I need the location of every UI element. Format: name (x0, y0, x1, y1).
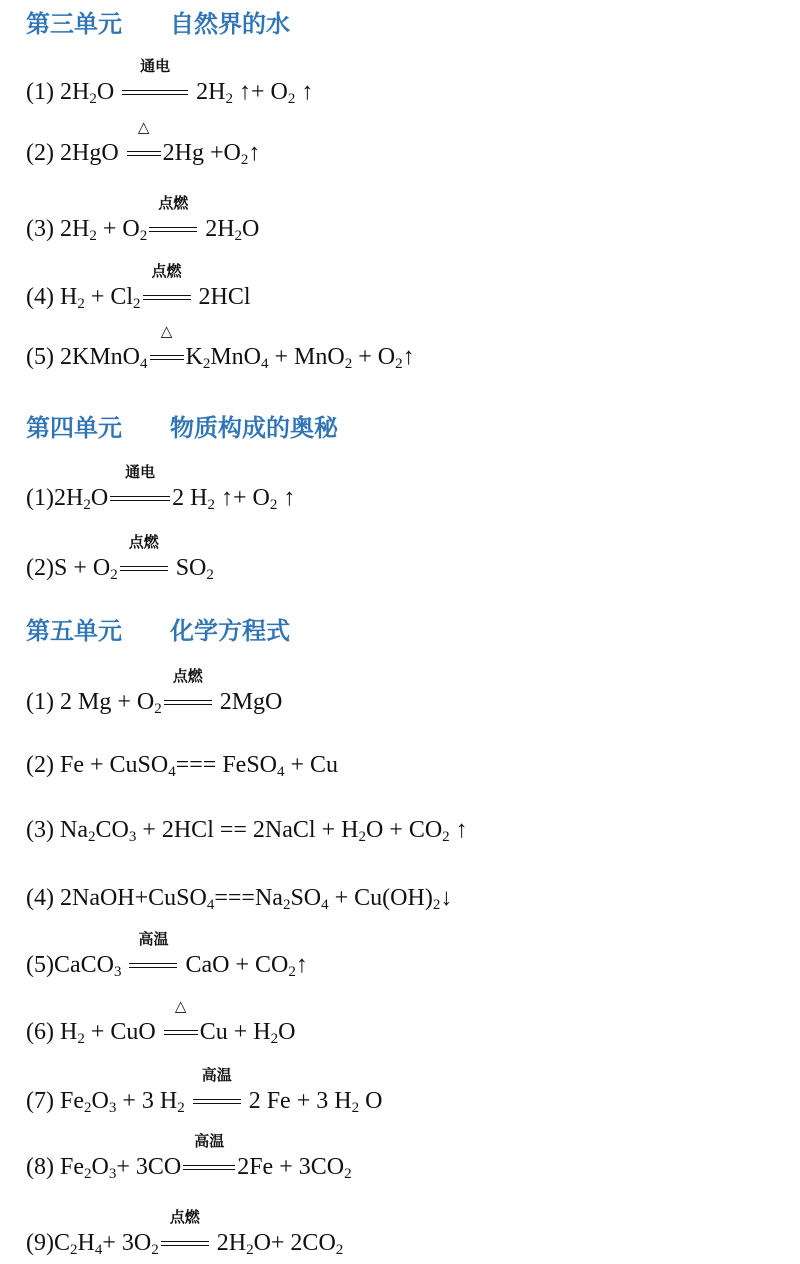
equation-3-1: (1) $2H_2O$ 通电 $2H_2$ ↑+ $O_2$ ↑ (26, 57, 314, 107)
reaction-condition (164, 997, 198, 1046)
equation-5-8: (8) $Fe_2O_3+ 3CO$ 高温 $2Fe + 3CO_2$ (26, 1132, 352, 1182)
subscript: 2 (77, 1031, 85, 1047)
subscript: 2 (288, 964, 296, 980)
condition-label: 通电 (125, 463, 156, 481)
subscript: 2 (83, 497, 91, 513)
equation-4-2: $(2)S + O_2$ 点燃 $SO_2$ (26, 533, 214, 583)
subscript: 2 (358, 829, 366, 845)
condition-label: 点燃 (128, 533, 159, 551)
subscript: 2 (240, 152, 249, 168)
equation-5-1: (1) 2 $Mg + O_2$ 点燃 2MgO (26, 667, 283, 717)
subscript: 4 (94, 1242, 103, 1258)
subscript: 2 (70, 1242, 78, 1258)
subscript: 2 (269, 497, 278, 513)
equation-5-6: (6) $H_2$ + CuO △ $Cu + H_2O$ (26, 997, 296, 1047)
subscript: 4 (261, 356, 269, 372)
subscript: 2 (287, 91, 296, 107)
condition-label: 点燃 (169, 1208, 200, 1226)
subscript: 3 (113, 964, 122, 980)
subscript: 2 (234, 228, 243, 244)
subscript: 2 (202, 356, 211, 372)
subscript: 2 (177, 1100, 185, 1116)
reaction-condition (110, 463, 170, 512)
subscript: 2 (282, 897, 291, 913)
subscript: 2 (225, 91, 234, 107)
equation-5-9: $(9)C_2H_4+ 3O_2$ 点燃 $2H_2O+ 2CO_2$ (26, 1208, 344, 1258)
equals-bar (143, 295, 191, 300)
subscript: 3 (128, 829, 137, 845)
subscript: 2 (83, 1166, 92, 1182)
condition-label: 高温 (194, 1132, 225, 1150)
subscript: 4 (277, 764, 285, 780)
subscript: 2 (87, 829, 96, 845)
reaction-condition (143, 262, 191, 311)
equation-3-5: (5) 2KMnO$_4$ △ $K_2MnO_4 + MnO_2$ + $O_2↑$ (26, 322, 415, 372)
subscript: 2 (344, 356, 353, 372)
subscript: 2 (110, 567, 118, 583)
subscript: 2 (77, 296, 85, 312)
equation-3-2: (2) 2HgO △ $2Hg +O_2↑$ (26, 118, 261, 168)
heading-unit-3: 第三单元 自然界的水 (26, 10, 290, 38)
equals-bar (193, 1099, 241, 1104)
reaction-condition (149, 194, 197, 243)
condition-label: 高温 (138, 930, 169, 948)
subscript: 4 (321, 897, 329, 913)
reaction-condition (127, 118, 161, 167)
reaction-condition (150, 322, 184, 371)
reaction-condition (129, 930, 177, 979)
equals-bar (183, 1165, 235, 1170)
equation-5-7: (7) $Fe_2O_3 + 3$ $H_2$ 高温 2 Fe + 3 $H_2$ O (26, 1066, 383, 1116)
reaction-condition (164, 667, 212, 716)
condition-label: 点燃 (172, 667, 203, 685)
condition-label: 高温 (201, 1066, 232, 1084)
subscript: 2 (89, 91, 97, 107)
subscript: 2 (432, 897, 441, 913)
subscript: 4 (140, 356, 148, 372)
equals-bar (164, 700, 212, 705)
equation-5-2: (2) Fe + CuSO$_4$=== FeSO$_4$ + Cu (26, 752, 339, 780)
subscript: 2 (207, 497, 216, 513)
equals-bar (129, 963, 177, 968)
equals-bar (122, 90, 188, 95)
heading-unit-5: 第五单元 化学方程式 (26, 617, 290, 645)
subscript: 2 (442, 829, 450, 845)
condition-label: △ (174, 997, 187, 1015)
heading-unit-4: 第四单元 物质构成的奥秘 (26, 414, 338, 442)
subscript: 2 (344, 1166, 352, 1182)
equation-3-4: (4) $H_2 + Cl_2$ 点燃 2HCl (26, 262, 251, 312)
subscript: 2 (270, 1031, 279, 1047)
subscript: 2 (154, 701, 162, 717)
condition-label: △ (137, 118, 150, 136)
subscript: 4 (206, 897, 215, 913)
subscript: 2 (151, 1242, 159, 1258)
equals-bar (110, 496, 170, 501)
reaction-condition (183, 1132, 235, 1181)
subscript: 3 (108, 1100, 117, 1116)
equation-5-3: (3) $Na_2CO_3 + 2HCl$ == 2NaCl + $H_2O + CO_2$ ↑ (26, 817, 468, 845)
equation-5-4: (4) $2NaOH+CuSO_4===Na_2SO_4$ + $Cu(OH)_2↓$ (26, 885, 453, 913)
subscript: 2 (83, 1100, 92, 1116)
reaction-condition (161, 1208, 209, 1257)
reaction-condition (120, 533, 168, 582)
reaction-condition (193, 1066, 241, 1115)
subscript: 2 (133, 296, 141, 312)
condition-label: 点燃 (151, 262, 182, 280)
subscript: 2 (206, 567, 214, 583)
equation-3-3: (3) $2H_2 + O_2$ 点燃 $2H_2O$ (26, 194, 260, 244)
subscript: 2 (351, 1100, 360, 1116)
equals-bar (127, 151, 161, 156)
equals-bar (149, 227, 197, 232)
subscript: 2 (395, 356, 403, 372)
equation-4-1: $(1)2H_2O$ 通电 2 $H_2$ ↑+ $O_2$ ↑ (26, 463, 296, 513)
equals-bar (164, 1030, 198, 1035)
condition-label: △ (160, 322, 173, 340)
equals-bar (120, 566, 168, 571)
condition-label: 点燃 (158, 194, 189, 212)
subscript: 2 (89, 228, 97, 244)
equals-bar (161, 1241, 209, 1246)
condition-label: 通电 (140, 57, 171, 75)
equation-5-5: (5)CaCO$_3$ 高温 CaO + $CO_2↑$ (26, 930, 308, 980)
subscript: 3 (108, 1166, 117, 1182)
reaction-condition (122, 57, 188, 106)
subscript: 4 (168, 764, 176, 780)
subscript: 2 (246, 1242, 254, 1258)
equals-bar (150, 355, 184, 360)
subscript: 2 (139, 228, 148, 244)
subscript: 2 (335, 1242, 344, 1258)
